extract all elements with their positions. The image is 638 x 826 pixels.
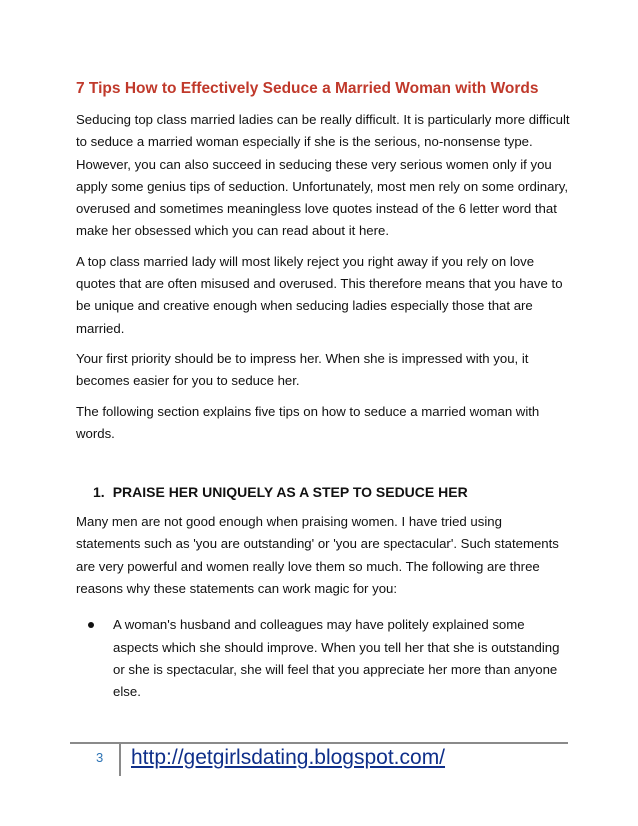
intro-paragraph-1: Seducing top class married ladies can be really difficult. It is particularly more difficult to seduce a married woman especially if she is the serious, no-nonsense type. However, you can also succeed in seducing these very serious women only if you apply some genius tips of seduction. Unfortunately, most men rely on some ordinary, overused and sometimes meaningless love quotes instead of the 6 letter word that make her obsessed which you can read about it here. xyxy=(76,112,570,239)
bullet-icon xyxy=(76,614,113,703)
footer-rule xyxy=(70,742,568,744)
section-number: 1. xyxy=(93,484,105,501)
intro-paragraph-4: The following section explains five tips on how to seduce a married woman with words. xyxy=(76,403,540,441)
footer-divider xyxy=(119,744,121,776)
section-paragraph: Many men are not good enough when praising women. I have tried using statements such as 'you are outstanding' or 'you are spectacular'. Such statements are very powerful and women really love them so much. The following are three reasons why these statements can work magic for you: xyxy=(76,514,559,597)
reasons-list xyxy=(76,614,570,703)
section-heading xyxy=(93,481,570,503)
article-title: 7 Tips How to Effectively Seduce a Married Woman with Words xyxy=(76,80,539,97)
list-item xyxy=(76,614,570,703)
intro-paragraph-3: Your first priority should be to impress her. When she is impressed with you, it becomes easier for you to seduce her. xyxy=(76,350,529,389)
list-item-text: A woman's husband and colleagues may have politely explained some aspects which she should improve. When you tell her that she is outstanding or she is spectacular, she will feel that you appreciate her more than anyone else. xyxy=(113,617,560,700)
intro-paragraph-2: A top class married lady will most likely reject you right away if you rely on love quotes that are often misused and overused. This therefore means that you have to be unique and creative enough when seducing ladies especially those that are married. xyxy=(76,253,563,336)
page-number: 3 xyxy=(96,750,104,765)
page-content xyxy=(76,76,570,704)
footer-link[interactable]: http://getgirlsdating.blogspot.com/ xyxy=(131,746,446,769)
section-title: PRAISE HER UNIQUELY AS A STEP TO SEDUCE HER xyxy=(112,484,468,501)
